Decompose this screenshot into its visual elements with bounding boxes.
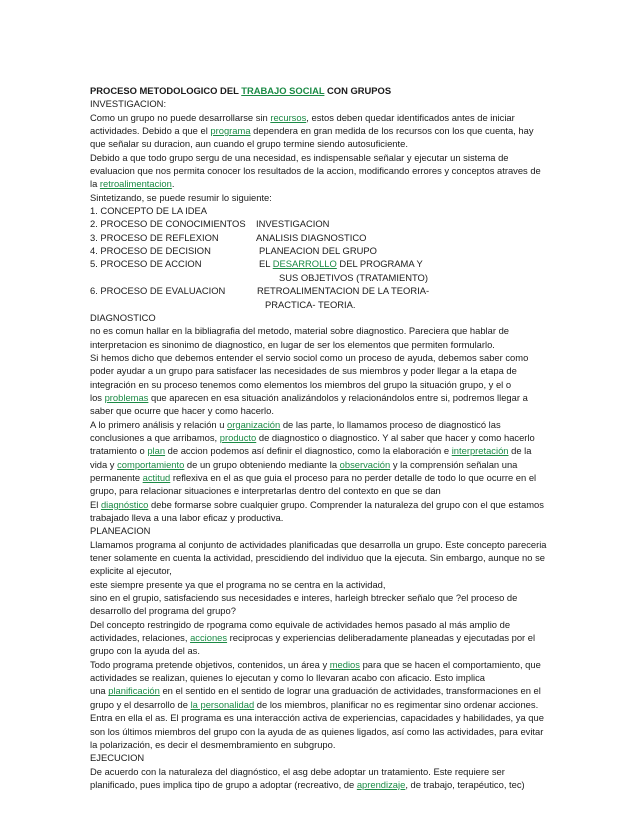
paragraph-line: Del concepto restringido de rpograma como equivale de actividades hemos pasado al más amplio de xyxy=(90,618,511,630)
link-trabajo-social[interactable]: TRABAJO SOCIAL xyxy=(241,85,325,96)
paragraph-line: actividades, relaciones, acciones reciprocas y experiencias deliberadamente planeadas y ejecutadas por el xyxy=(90,632,536,644)
paragraph-line: grupo, para relacionar situaciones e interpretarlas dentro del contexto en que se dan xyxy=(90,485,441,497)
section-heading-planeacion: PLANEACION xyxy=(90,525,151,537)
paragraph-line: poder ayudar a un grupo para satisfacer las necesidades de sus miembros y poder llegar a la etapa de xyxy=(90,365,517,377)
link-programa[interactable]: programa xyxy=(210,125,251,137)
paragraph-line: Sintetizando, se puede resumir lo siguiente: xyxy=(90,191,272,203)
link-desarrollo[interactable]: DESARROLLO xyxy=(272,258,337,270)
paragraph-line: los problemas que aparecen en esa situación analizándolos y relacionándolos entre si, podremos llegar a xyxy=(90,391,528,403)
link-retroalimentacion[interactable]: retroalimentacion xyxy=(99,178,172,190)
document-body xyxy=(90,84,560,791)
paragraph-line: planificado, pues implica tipo de grupo a adoptar (recreativo, de aprendizaje, de trabajo, terapéutico, tec) xyxy=(90,778,525,790)
step-5-continued: SUS OBJETIVOS (TRATAMIENTO) xyxy=(279,271,428,283)
paragraph-line: Debido a que todo grupo sergu de una necesidad, es indispensable señalar y ejecutar un sistema de xyxy=(90,151,509,163)
step-3: 3. PROCESO DE REFLEXION ANALISIS DIAGNOSTICO xyxy=(90,231,367,243)
link-comportamiento[interactable]: comportamiento xyxy=(117,458,185,470)
paragraph-line: Entra en ella el as. El programa es una interacción activa de experiencias, capacidades y habilidades, ya que xyxy=(90,712,544,724)
paragraph-line: explicite al ejecutor, xyxy=(90,565,172,577)
link-observacion[interactable]: observación xyxy=(339,458,391,470)
paragraph-line: la polarización, es decir el desmembramiento en subgrupo. xyxy=(90,738,336,750)
paragraph-line: la retroalimentacion. xyxy=(90,178,175,190)
paragraph-line: Todo programa pretende objetivos, contenidos, un área y medios para que se hacen el comportamiento, que xyxy=(90,658,541,670)
link-la-personalidad[interactable]: la personalidad xyxy=(190,698,255,710)
paragraph-line: este siempre presente ya que el programa no se centra en la actividad, xyxy=(90,578,386,590)
paragraph-line: permanente actitud reflexiva en el as que guia el proceso para no perder detalle de todo lo que ocurre en el xyxy=(90,471,537,483)
paragraph-line: Llamamos programa al conjunto de actividades planificadas que desarrolla un grupo. Este concepto pareceria xyxy=(90,538,547,550)
paragraph-line: Como un grupo no puede desarrollarse sin recursos, estos deben quedar identificados antes de iniciar xyxy=(90,111,515,123)
paragraph-line: son los últimos miembros del grupo con la ayuda de as quienes ligados, así como las actividades, para evitar xyxy=(90,725,544,737)
step-5: 5. PROCESO DE ACCION EL DESARROLLO DEL PROGRAMA Y xyxy=(90,258,423,270)
paragraph-line: sino en el grupio, satisfaciendo sus necesidades e interes, harleigh btrecker señalo que ?el proceso de xyxy=(90,592,518,604)
paragraph-line: conclusiones a que arribamos, producto de diagnostico o diagnostico. Y al saber que hacer y como hacerlo xyxy=(90,431,535,443)
step-2: 2. PROCESO DE CONOCIMIENTOS INVESTIGACION xyxy=(90,218,330,230)
link-organizacion[interactable]: organización xyxy=(227,418,281,430)
link-recursos[interactable]: recursos xyxy=(270,111,307,123)
paragraph-line: tratamiento o plan de accion podemos así definir el diagnostico, como la elaboración e interpretación de la xyxy=(90,445,532,457)
step-4: 4. PROCESO DE DECISION PLANEACION DEL GRUPO xyxy=(90,245,377,257)
paragraph-line: actividades. Debido a que el programa dependera en gran medida de los recursos con los que cuenta, hay xyxy=(90,125,534,137)
paragraph-line: una planificación en el sentido en el sentido de lograr una graduación de actividades, transformaciones en el xyxy=(90,685,541,697)
step-6-continued: PRACTICA- TEORIA. xyxy=(265,298,356,310)
link-aprendizaje[interactable]: aprendizaje xyxy=(356,778,406,790)
link-acciones[interactable]: acciones xyxy=(190,632,228,644)
paragraph-line: Si hemos dicho que debemos entender el servio sociol como un proceso de ayuda, debemos saber como xyxy=(90,351,529,363)
section-heading-investigacion: INVESTIGACION: xyxy=(90,98,167,110)
paragraph-line: evaluacion que nos permita conocer los resultados de la accion, modificando errores y conceptos atraves de xyxy=(90,165,541,177)
link-actitud[interactable]: actitud xyxy=(142,471,171,483)
step-1: 1. CONCEPTO DE LA IDEA xyxy=(90,205,208,217)
link-producto[interactable]: producto xyxy=(219,431,257,443)
link-medios[interactable]: medios xyxy=(329,658,360,670)
paragraph-line: A lo primero análisis y relación u organización de las parte, lo llamamos proceso de diagnosticó las xyxy=(90,418,501,430)
paragraph-line: tener solamente en cuenta la actividad, prescidiendo del individuo que la ejecuta. Sin embargo, aunque no se xyxy=(90,552,545,564)
paragraph-line: El diagnóstico debe formarse sobre cualquier grupo. Comprender la naturaleza del grupo con el que estamos xyxy=(90,498,544,510)
paragraph-line: desarrollo del programa del grupo? xyxy=(90,605,236,617)
paragraph-line: De acuerdo con la naturaleza del diagnóstico, el asg debe adoptar un tratamiento. Este requiere ser xyxy=(90,765,505,777)
paragraph-line: vida y comportamiento de un grupo obteniendo mediante la observación y la comprensión señalan una xyxy=(90,458,518,470)
paragraph-line: trabajado lleva a una labor eficaz y productiva. xyxy=(90,512,284,523)
paragraph-line: que señalar su duracion, aun cuando el grupo termine siendo autosuficiente. xyxy=(90,138,408,150)
link-interpretacion[interactable]: interpretación xyxy=(451,445,509,457)
link-planificacion[interactable]: planificación xyxy=(108,685,160,697)
section-heading-diagnostico: DIAGNOSTICO xyxy=(90,311,156,323)
step-6: 6. PROCESO DE EVALUACION RETROALIMENTACION DE LA TEORIA- xyxy=(90,285,430,297)
paragraph-line: integración en su proceso tenemos como elementos los miembros del grupo la situación grupo, y el o xyxy=(90,378,512,390)
paragraph-line: saber que ocurre que hacer y como hacerlo. xyxy=(90,405,274,417)
paragraph-line: interpretacion es sinonimo de diagnostico, en lugar de ser los elementos que permiten formularlo. xyxy=(90,338,495,350)
document-title: PROCESO METODOLOGICO DEL TRABAJO SOCIAL CON GRUPOS xyxy=(90,85,392,96)
paragraph-line: grupo y el desarrollo de la personalidad de los miembros, planificar no es regimentar sino ordenar acciones. xyxy=(90,698,539,710)
paragraph-line: no es comun hallar en la bibliagrafia del metodo, material sobre diagnostico. Pareciera que hablar de xyxy=(90,325,510,337)
paragraph-line: grupo con la ayuda del as. xyxy=(90,645,200,657)
link-problemas[interactable]: problemas xyxy=(104,391,149,403)
paragraph-line: actividades se realizan, quienes lo ejecutan y como lo llevaran acabo con aficacio. Esto implica xyxy=(90,672,486,684)
link-diagnostico[interactable]: diagnóstico xyxy=(100,498,149,510)
section-heading-ejecucion: EJECUCION xyxy=(90,752,145,764)
link-plan[interactable]: plan xyxy=(147,445,166,457)
